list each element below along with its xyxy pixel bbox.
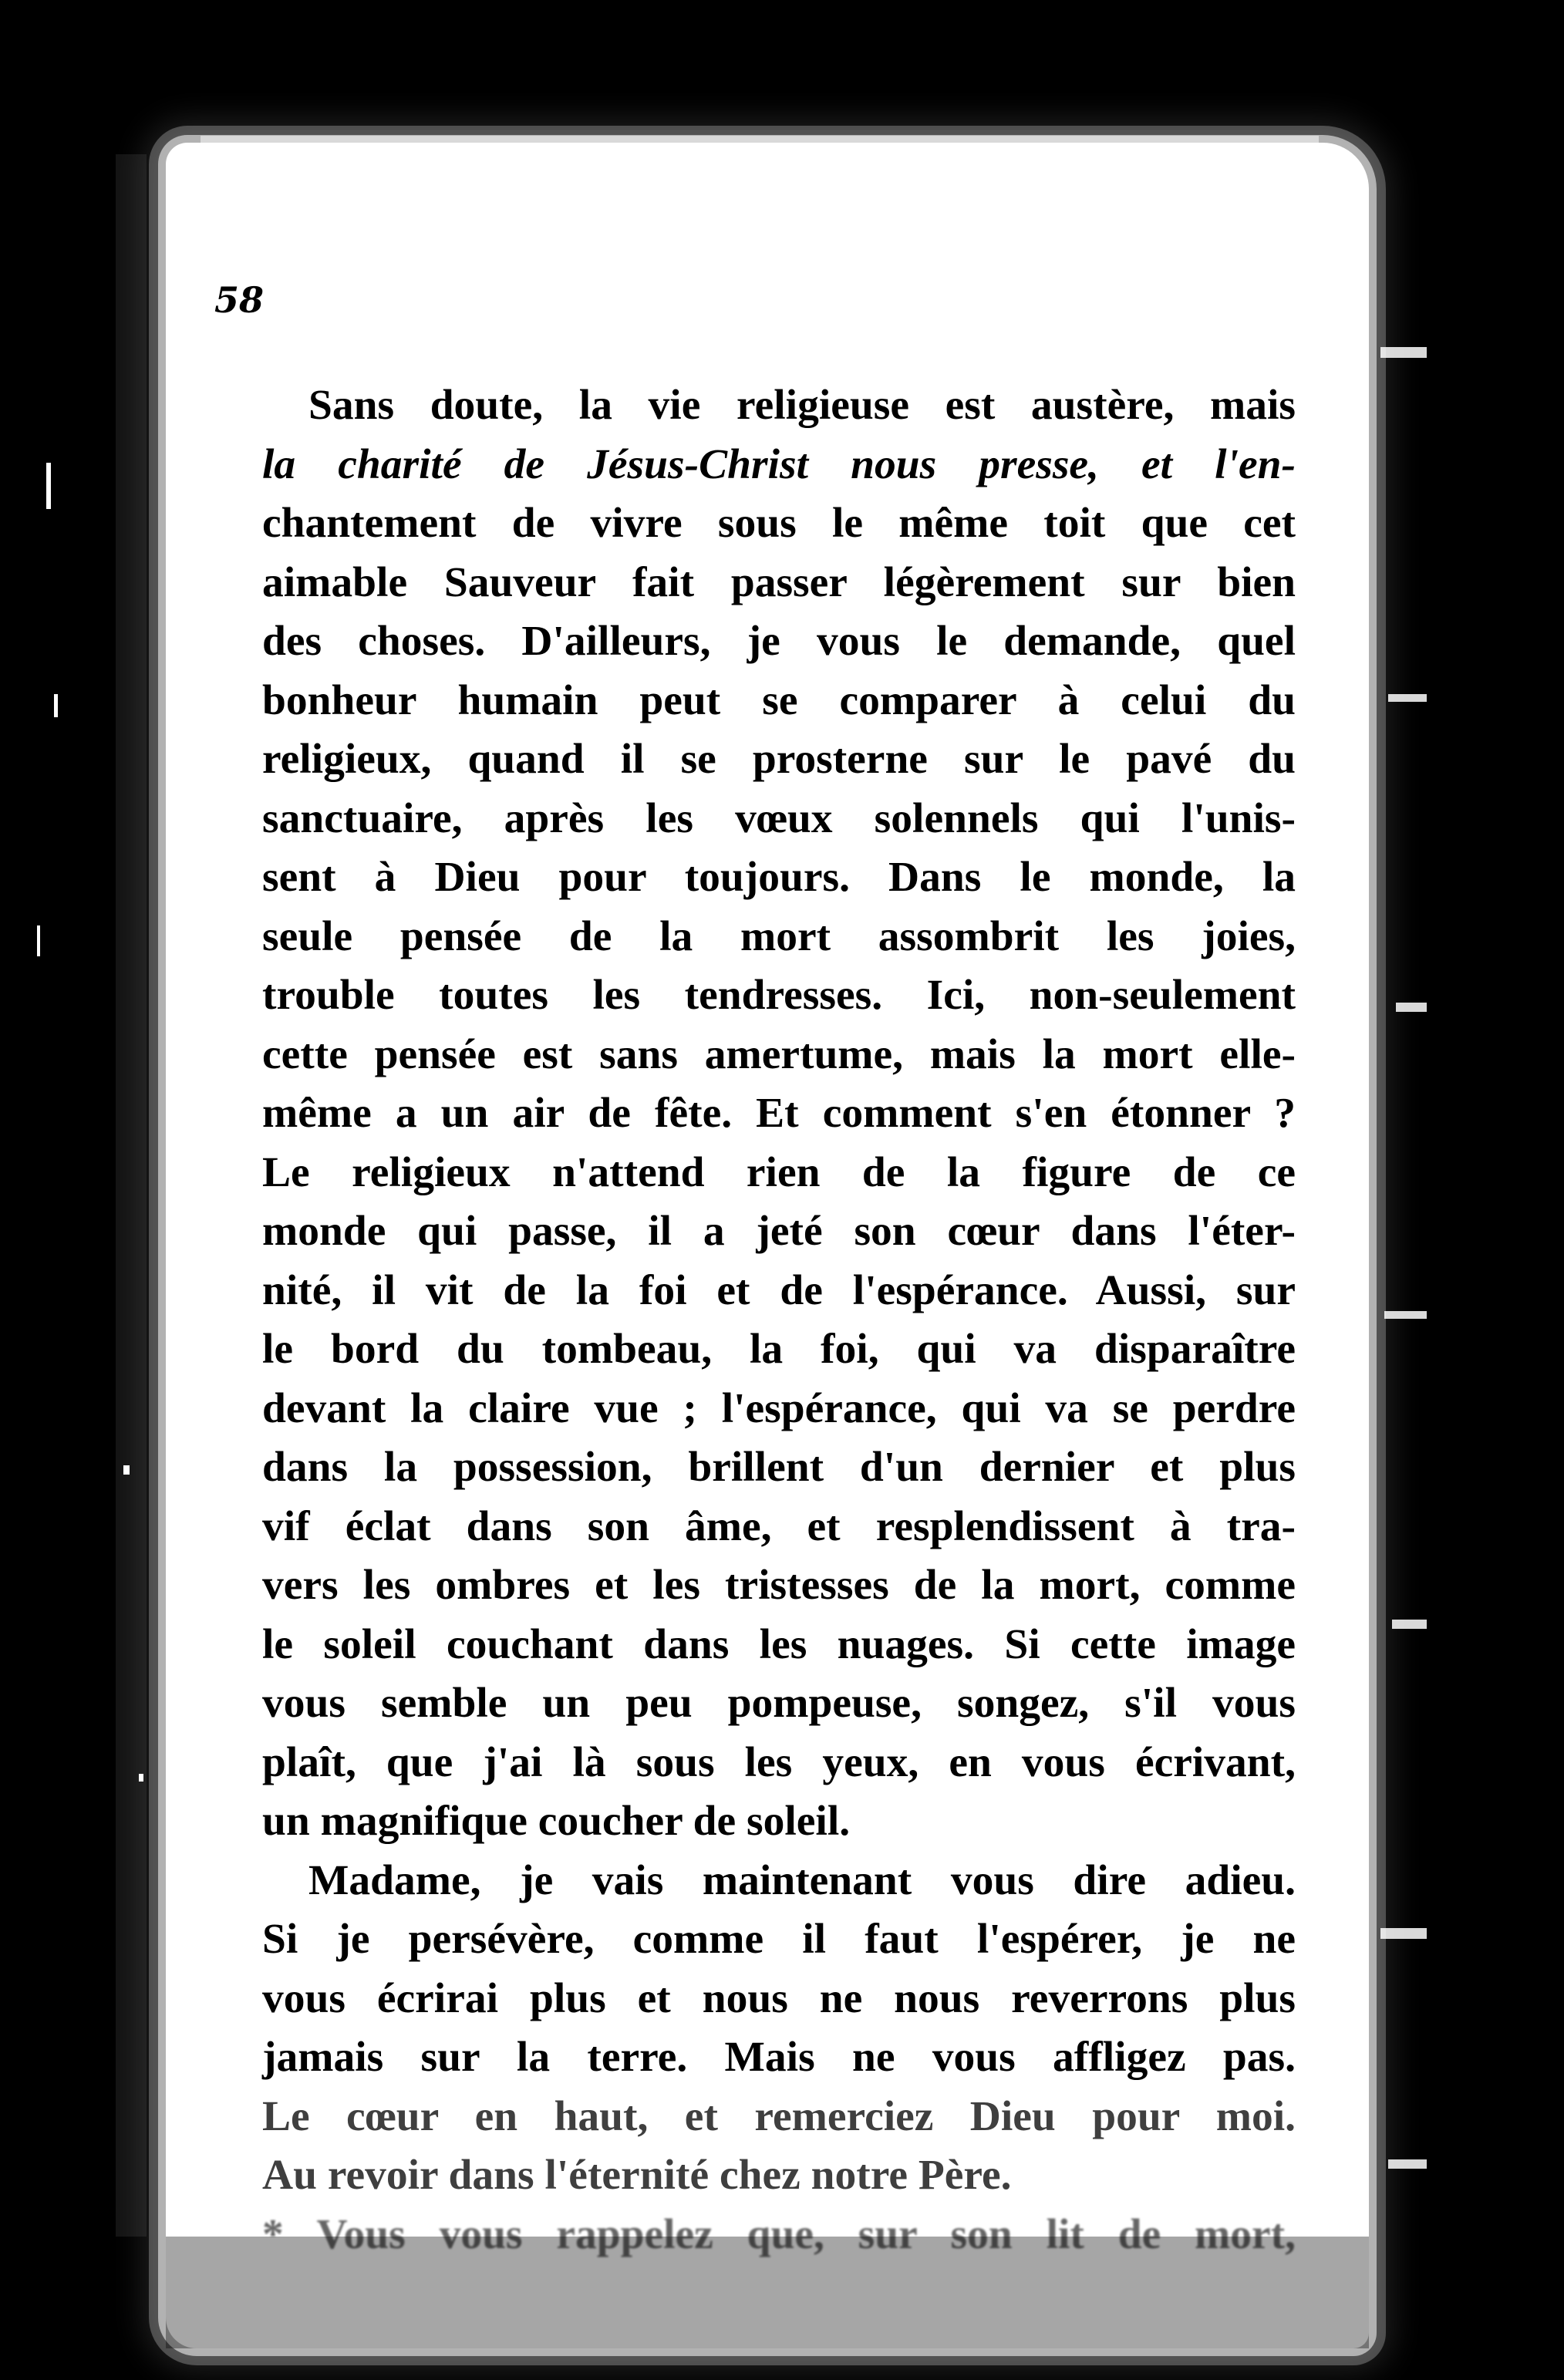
text-line: le soleil couchant dans les nuages. Si cette image: [262, 1620, 1296, 1668]
text-line: jamais sur la terre. Mais ne vous affligez pas.: [262, 2034, 1296, 2081]
text-line: Sans doute, la vie religieuse est austère, mais: [308, 382, 1296, 429]
text-line: vif éclat dans son âme, et resplendissent à tra-: [262, 1502, 1296, 1550]
text-line: Le religieux n'attend rien de la figure de ce: [262, 1148, 1296, 1196]
text-line: seule pensée de la mort assombrit les joies,: [262, 912, 1296, 960]
text-line: même a un air de fête. Et comment s'en étonner ?: [262, 1090, 1296, 1137]
text-line: sanctuaire, après les vœux solennels qui l'unis-: [262, 794, 1296, 842]
text-line: vous écrirai plus et nous ne nous reverrons plus: [262, 1974, 1296, 2022]
text-line: sent à Dieu pour toujours. Dans le monde, la: [262, 854, 1296, 901]
text-line: un magnifique coucher de soleil.: [262, 1798, 851, 1845]
text-line: Si je persévère, comme il faut l'espérer, je ne: [262, 1916, 1296, 1963]
text-line: Madame, je vais maintenant vous dire adieu.: [308, 1856, 1296, 1904]
text-line: des choses. D'ailleurs, je vous le demande, quel: [262, 618, 1296, 665]
text-line: le bord du tombeau, la foi, qui va disparaître: [262, 1326, 1296, 1373]
text-line: Au revoir dans l'éternité chez notre Père.: [262, 2152, 1012, 2199]
text-line: cette pensée est sans amertume, mais la mort elle-: [262, 1030, 1296, 1078]
text-line: la charité de Jésus-Christ nous presse, et l'en-: [262, 440, 1296, 488]
text-line: vers les ombres et les tristesses de la mort, comme: [262, 1562, 1296, 1609]
text-line: trouble toutes les tendresses. Ici, non-seulement: [262, 972, 1296, 1019]
text-line: * Vous vous rappelez que, sur son lit de mort,: [262, 2210, 1296, 2258]
text-line: bonheur humain peut se comparer à celui du: [262, 676, 1296, 724]
paragraph-2: [216, 1852, 1296, 2206]
text-line: religieux, quand il se prosterne sur le pavé du: [262, 736, 1296, 783]
text-line: aimable Sauveur fait passer légèrement sur bien: [262, 558, 1296, 606]
paragraph-1: [216, 376, 1296, 1852]
text-line: Le cœur en haut, et remerciez Dieu pour moi.: [262, 2092, 1296, 2140]
paragraph-3: [216, 2206, 1296, 2265]
text-line: nité, il vit de la foi et de l'espérance. Aussi, sur: [262, 1266, 1296, 1314]
text-line: dans la possession, brillent d'un dernier et plus: [262, 1444, 1296, 1491]
text-line: vous semble un peu pompeuse, songez, s'il vous: [262, 1680, 1296, 1727]
text-line: devant la claire vue ; l'espérance, qui va se perdre: [262, 1384, 1296, 1432]
text-line: monde qui passe, il a jeté son cœur dans l'éter-: [262, 1208, 1296, 1255]
body-text: [216, 376, 1296, 2264]
page-number: 58: [214, 279, 265, 321]
text-line: plaît, que j'ai là sous les yeux, en vous écrivant,: [262, 1738, 1296, 1786]
text-line: chantement de vivre sous le même toit que cet: [262, 500, 1296, 547]
